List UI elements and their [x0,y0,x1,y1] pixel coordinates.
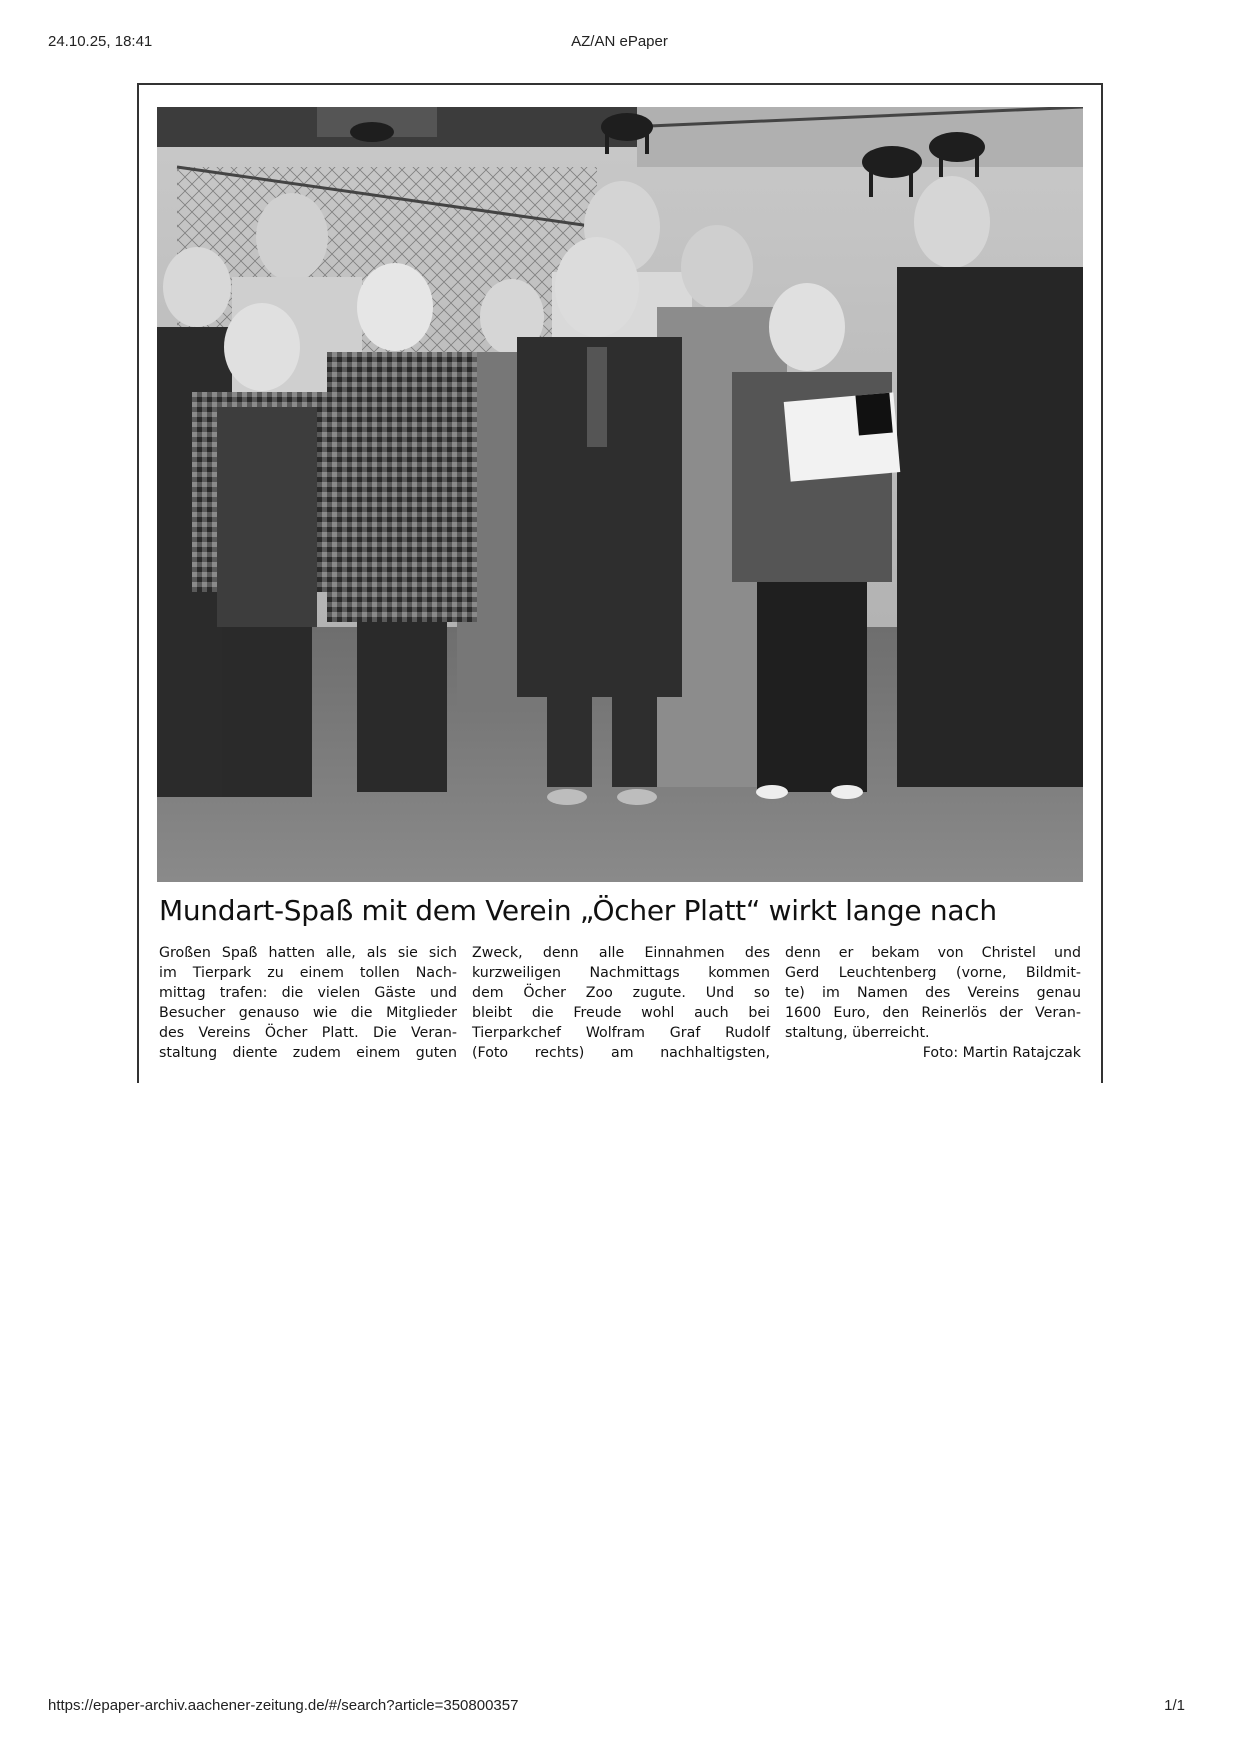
text-line: kurzweiligen Nachmittags kommen [472,965,770,981]
text-line: bleibt die Freude wohl auch bei [472,1005,770,1021]
text-line: staltung, überreicht. [785,1025,930,1041]
text-line: Tierparkchef Wolfram Graf Rudolf [472,1025,770,1041]
text-line: dem Öcher Zoo zugute. Und so [472,985,770,1001]
text-line: Besucher genauso wie die Mitglieder [159,1005,457,1021]
text-line: Gerd Leuchtenberg (vorne, Bildmit- [785,965,1081,981]
print-url: https://epaper-archiv.aachener-zeitung.de/#/search?article=350800357 [48,1697,519,1714]
newspaper-clipping [137,83,1103,1083]
article-column-2 [472,943,770,1063]
text-line: te) im Namen des Vereins genau [785,985,1081,1001]
article-column-3 [785,943,1081,1063]
photo-credit: Foto: Martin Ratajczak [922,1045,1081,1061]
article-photo [157,107,1083,882]
group-photo-illustration [157,107,1083,882]
print-datetime: 24.10.25, 18:41 [48,33,153,50]
article-headline: Mundart-Spaß mit dem Verein „Öcher Platt“ wirkt lange nach [159,894,997,927]
text-line: Großen Spaß hatten alle, als sie sich [159,945,457,961]
text-line: mittag trafen: die vielen Gäste und [159,985,457,1001]
text-line: im Tierpark zu einem tollen Nach- [159,965,457,981]
article-column-1 [159,943,457,1063]
print-page-title: AZ/AN ePaper [571,33,668,50]
print-page-number: 1/1 [1164,1697,1185,1714]
text-line: Zweck, denn alle Einnahmen des [472,945,770,961]
text-line: 1600 Euro, den Reinerlös der Veran- [785,1005,1081,1021]
text-line: staltung diente zudem einem guten [159,1045,457,1061]
text-line: des Vereins Öcher Platt. Die Veran- [159,1025,457,1041]
text-line: denn er bekam von Christel und [785,945,1081,961]
text-line: (Foto rechts) am nachhaltigsten, [472,1045,770,1061]
